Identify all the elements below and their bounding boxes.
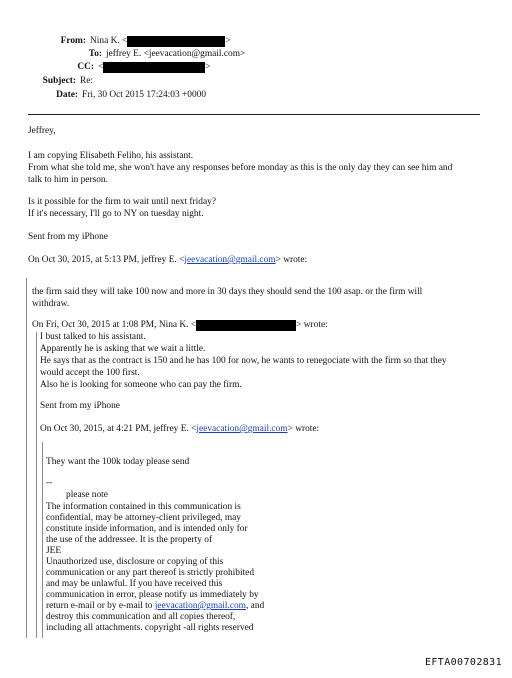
body-line: I am copying Elisabeth Feliho, his assistant. — [28, 151, 194, 161]
quote-line: would accept the 100 first. — [40, 368, 140, 378]
disclaimer-line: destroy this communication and all copies thereof, — [46, 612, 236, 622]
redaction-block — [103, 62, 205, 73]
wrote-prefix: On Oct 30, 2015, at 5:13 PM, jeffrey E. < — [28, 255, 185, 265]
disclaimer-line: JEE — [46, 546, 62, 556]
body-line: talk to him in person. — [28, 175, 108, 185]
wrote-prefix: On Fri, Oct 30, 2015 at 1:08 PM, Nina K. < — [32, 320, 197, 330]
from-label: From: — [60, 36, 86, 46]
greeting: Jeffrey, — [28, 126, 56, 136]
body-line: From what she told me, she won't have any responses before monday as this is the only day they can see him and — [28, 163, 453, 173]
subject-label: Subject: — [42, 76, 76, 86]
to-label: To: — [88, 49, 102, 59]
header-divider — [28, 114, 480, 115]
disclaimer-line: and may be unlawful. If you have received this — [46, 579, 223, 589]
quote-line: withdraw. — [32, 299, 70, 309]
body-line: Is it possible for the firm to wait until next friday? — [28, 197, 216, 207]
quote-line: I bust talked to his assistant. — [40, 332, 146, 342]
quote-bar — [42, 442, 43, 638]
subject-value: Re: — [80, 76, 94, 86]
quote-line: Apparently he is asking that we wait a little. — [40, 344, 206, 354]
disclaimer-email-line — [46, 601, 264, 612]
wrote-suffix: > wrote: — [296, 320, 328, 330]
wrote-line — [32, 320, 328, 331]
date-value: Fri, 30 Oct 2015 17:24:03 +0000 — [82, 90, 207, 100]
wrote-suffix: > wrote: — [275, 255, 308, 265]
disclaimer-email-suffix: , and — [245, 601, 265, 611]
disclaimer-line: the use of the addressee. It is the property of — [46, 535, 213, 545]
disclaimer-line: communication or any part thereof is strictly prohibited — [46, 568, 255, 578]
from-field — [90, 36, 231, 47]
redaction-block — [127, 36, 225, 47]
sent-from-iphone: Sent from my iPhone — [40, 401, 120, 411]
email-link[interactable]: jeevacation@gmail.com — [154, 601, 246, 611]
cc-suffix: > — [205, 62, 211, 72]
disclaimer-line: Unauthorized use, disclosure or copying of this — [46, 557, 224, 567]
disclaimer-line: constitute inside information, and is intended only for — [46, 524, 248, 534]
wrote-line — [40, 424, 319, 435]
quote-line: He says that as the contract is 150 and he has 100 for now, he wants to renegociate with the firm so that they — [40, 356, 447, 366]
signature-separator: -- — [46, 478, 53, 488]
disclaimer-line: The information contained in this communication is — [46, 502, 241, 512]
quote-line: the firm said they will take 100 now and more in 30 days they should send the 100 asap. or the firm will — [32, 287, 423, 297]
disclaimer-email-prefix: return e-mail or by e-mail to — [46, 601, 155, 611]
quote-line: Also he is looking for someone who can pay the firm. — [40, 380, 242, 390]
quote-line: They want the 100k today please send — [46, 457, 190, 467]
quote-bar — [26, 278, 27, 638]
signature-note: please note — [66, 490, 108, 500]
sent-from-iphone: Sent from my iPhone — [28, 232, 108, 242]
disclaimer-line: including all attachments. copyright -all rights reserved — [46, 623, 254, 633]
wrote-prefix: On Oct 30, 2015, at 4:21 PM, jeffrey E. < — [40, 424, 197, 434]
wrote-suffix: > wrote: — [287, 424, 320, 434]
quote-bar — [36, 332, 37, 638]
cc-value: < — [98, 62, 104, 72]
disclaimer-line: confidential, may be attorney-client privileged, may — [46, 513, 241, 523]
disclaimer-line: communication in error, please notify us immediately by — [46, 590, 259, 600]
body-line: If it's necessary, I'll go to NY on tuesday night. — [28, 209, 204, 219]
bates-number: EFTA00702831 — [424, 657, 502, 668]
to-value: jeffrey E. <jeevacation@gmail.com> — [106, 49, 246, 59]
wrote-line — [28, 255, 307, 266]
email-link[interactable]: jeevacation@gmail.com — [196, 424, 288, 434]
from-value: Nina K. < — [90, 36, 128, 46]
cc-label: CC: — [77, 62, 94, 72]
email-link[interactable]: jeevacation@gmail.com — [184, 255, 276, 265]
redaction-block — [196, 320, 296, 331]
from-suffix: > — [225, 36, 231, 46]
cc-field — [98, 62, 211, 73]
date-label: Date: — [56, 90, 78, 100]
